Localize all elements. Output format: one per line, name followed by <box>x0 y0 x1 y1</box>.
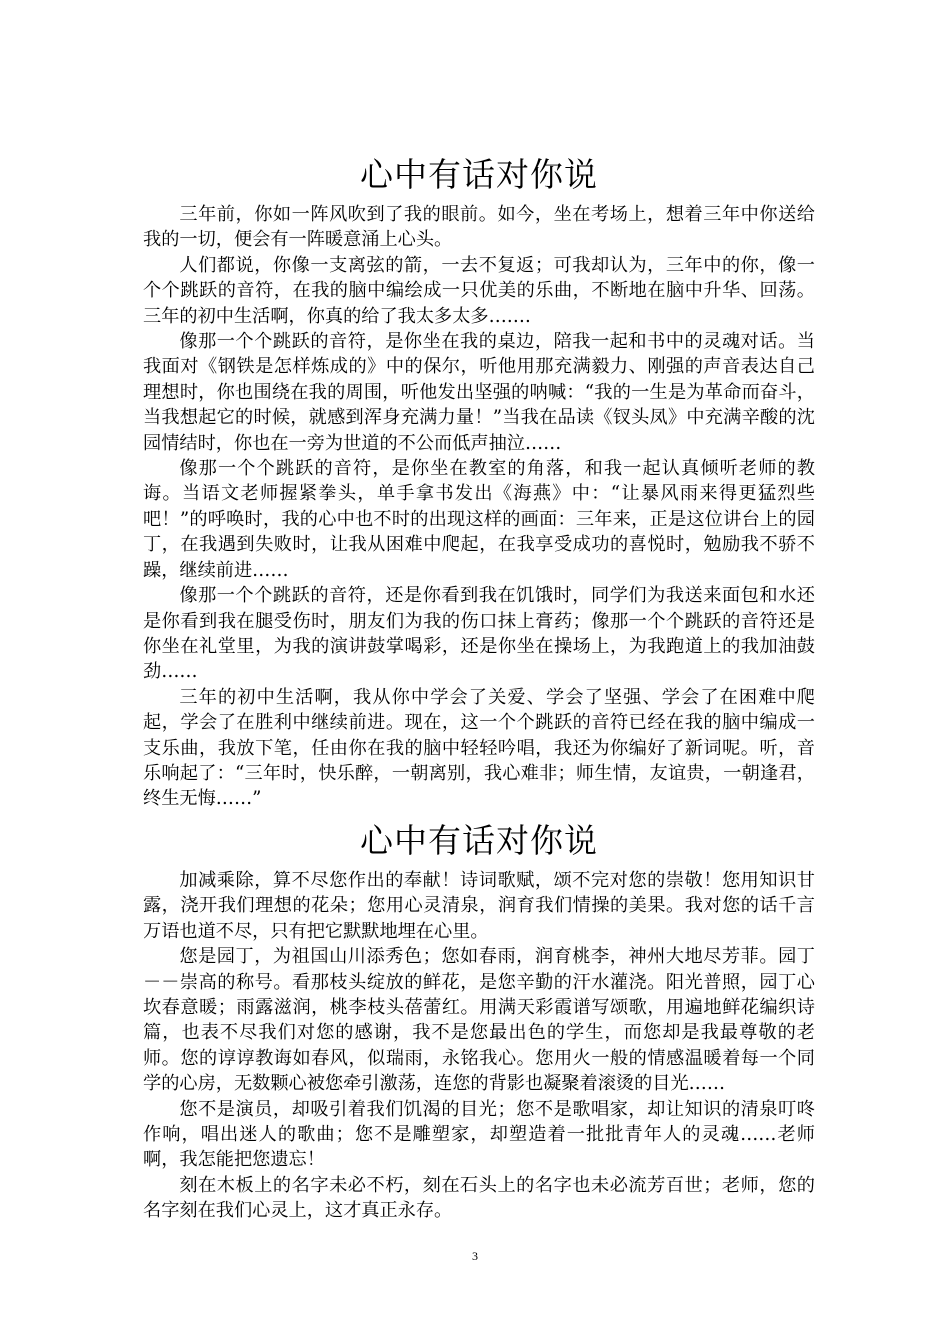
essay-1-paragraph-3: 像那一个个跳跃的音符，是你坐在我的桌边，陪我一起和书中的灵魂对话。当我面对《钢铁是怎样炼成的》中的保尔，听他用那充满毅力、刚强的声音表达自己理想时，你也围绕在我的周围，听他发出坚强的呐喊：“我的一生是为革命而奋斗，当我想起它的时候，就感到浑身充满力量！”当我在品读《钗头凤》中充满辛酸的沈园情结时，你也在一旁为世道的不公而低声抽泣…… <box>143 331 815 454</box>
essay-1-paragraph-6: 三年的初中生活啊，我从你中学会了关爱、学会了坚强、学会了在困难中爬起，学会了在胜利中继续前进。现在，这一个个跳跃的音符已经在我的脑中编成一支乐曲，我放下笔，任由你在我的脑中轻轻吟唱，我还为你编好了新词呢。听，音乐响起了：“三年时，快乐醉，一朝离别，我心难非；师生情，友谊贵，一朝逢君，终生无悔……” <box>143 686 815 810</box>
essay-1 <box>143 148 815 812</box>
essay-2-paragraph-3: 您不是演员，却吸引着我们饥渴的目光；您不是歌唱家，却让知识的清泉叮咚作响，唱出迷人的歌曲；您不是雕塑家，却塑造着一批批青年人的灵魂……老师啊，我怎能把您遗忘！ <box>143 1098 815 1171</box>
page-number: 3 <box>472 1249 478 1263</box>
essay-2-paragraph-2: 您是园丁，为祖国山川添秀色；您如春雨，润育桃李，神州大地尽芳菲。园丁－－崇高的称号。看那枝头绽放的鲜花，是您辛勤的汗水灌浇。阳光普照，园丁心坎春意暖；雨露滋润，桃李枝头蓓蕾红。用满天彩霞谱写颂歌，用遍地鲜花编织诗篇，也表不尽我们对您的感谢，我不是您最出色的学生，而您却是我最尊敬的老师。您的谆谆教诲如春风，似瑞雨，永铭我心。您用火一般的情感温暖着每一个同学的心房，无数颗心被您牵引激荡，连您的背影也凝聚着滚烫的目光…… <box>143 946 815 1095</box>
essay-1-paragraph-1: 三年前，你如一阵风吹到了我的眼前。如今，坐在考场上，想着三年中你送给我的一切，便会有一阵暖意涌上心头。 <box>143 204 815 251</box>
essay-2-paragraph-1: 加减乘除，算不尽您作出的奉献！诗词歌赋，颂不完对您的崇敬！您用知识甘露，浇开我们理想的花朵；您用心灵清泉，润育我们情操的美果。我对您的话千言万语也道不尽，只有把它默默地埋在心里。 <box>143 870 815 942</box>
essay-1-paragraph-2: 人们都说，你像一支离弦的箭，一去不复返；可我却认为，三年中的你，像一个个跳跃的音符，在我的脑中编绘成一只优美的乐曲，不断地在脑中升华、回荡。三年的初中生活啊，你真的给了我太多太多……. <box>143 254 815 327</box>
essay-1-title: 心中有话对你说 <box>360 155 598 194</box>
essay-2 <box>143 814 815 1224</box>
essay-2-title: 心中有话对你说 <box>360 821 598 860</box>
essay-1-paragraph-4: 像那一个个跳跃的音符，是你坐在教室的角落，和我一起认真倾听老师的教诲。当语文老师握紧拳头，单手拿书发出《海燕》中：“让暴风雨来得更猛烈些吧！”的呼唤时，我的心中也不时的出现这样的画面：三年来，正是这位讲台上的园丁，在我遇到失败时，让我从困难中爬起，在我享受成功的喜悦时，勉励我不骄不躁，继续前进…… <box>143 458 815 581</box>
essay-1-paragraph-5: 像那一个个跳跃的音符，还是你看到我在饥饿时，同学们为我送来面包和水还是你看到我在腿受伤时，朋友们为我的伤口抹上膏药；像那一个个跳跃的音符还是你坐在礼堂里，为我的演讲鼓掌喝彩，还是你坐在操场上，为我跑道上的我加油鼓劲…… <box>143 585 815 683</box>
essay-2-paragraph-4: 刻在木板上的名字未必不朽，刻在石头上的名字也未必流芳百世；老师，您的名字刻在我们心灵上，这才真正永存。 <box>143 1174 815 1222</box>
